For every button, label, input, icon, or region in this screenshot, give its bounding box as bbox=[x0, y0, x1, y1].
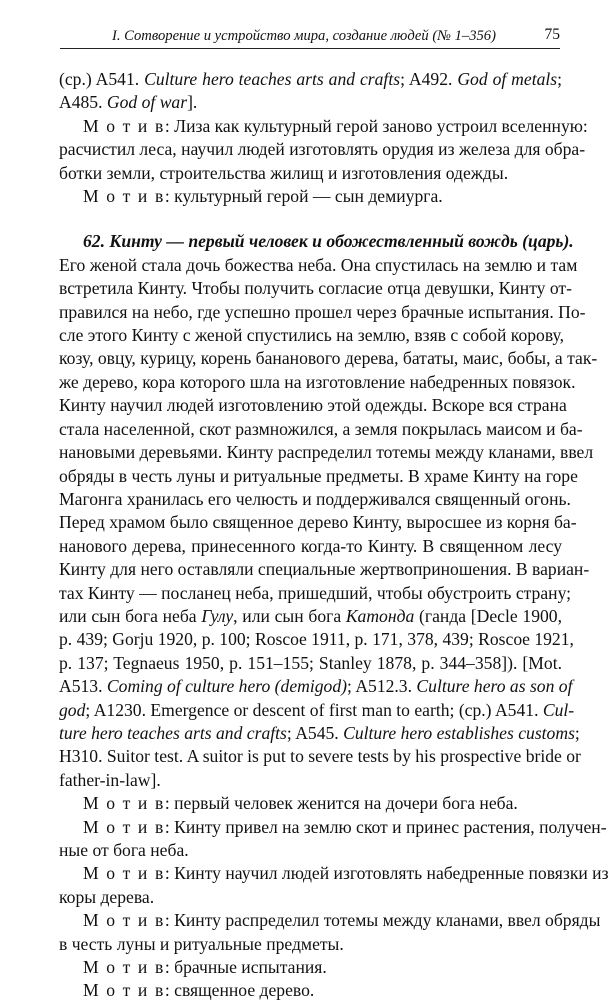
motif-label: М о т и в bbox=[83, 980, 165, 1001]
text-line: p. 137; Tegnaeus 1950, p. 151–155; Stanley 1878, p. 344–358]). [Mot. bbox=[59, 652, 562, 673]
entry-62 bbox=[59, 230, 598, 792]
text-line: A513. Coming of culture hero (demigod); A512.3. Culture hero as son of bbox=[59, 676, 573, 697]
text-line: встретила Кинту. Чтобы получить согласие отца девушки, Кинту от- bbox=[59, 278, 572, 299]
text-line: М о т и в: брачные испытания. bbox=[83, 957, 327, 978]
section-gap bbox=[59, 208, 562, 230]
text-line: М о т и в: Кинту привел на землю скот и принес растения, получен- bbox=[83, 816, 607, 837]
text-line: Его женой стала дочь божества неба. Она спустилась на землю и там bbox=[59, 254, 578, 275]
text-line: стала населенной, скот размножился, а земля покрылась маисом и ба- bbox=[59, 418, 583, 439]
text-line: H310. Suitor test. A suitor is put to severe tests by his prospective bride or bbox=[59, 746, 581, 767]
text-line: М о т и в: Лиза как культурный герой заново устроил вселенную: bbox=[83, 115, 588, 136]
text-line: в честь луны и ритуальные предметы. bbox=[59, 933, 344, 954]
text-line: Магонга хранилась его челюсть и поддерживался священный огонь. bbox=[59, 488, 571, 509]
text-line: М о т и в: культурный герой — сын демиурга. bbox=[83, 186, 443, 207]
text-line: козу, овцу, курицу, корень бананового дерева, бататы, маис, бобы, а так- bbox=[59, 348, 598, 369]
motif-paragraph bbox=[59, 185, 562, 208]
text-line: М о т и в: Кинту распределил тотемы между кланами, ввел обряды bbox=[83, 910, 601, 931]
motif-paragraph bbox=[59, 862, 609, 909]
motif-label: М о т и в bbox=[83, 793, 165, 814]
text-line: нанового дерева, принесенного когда-то Кинту. В священном лесу bbox=[59, 535, 562, 556]
motif-label: М о т и в bbox=[83, 863, 165, 884]
reference-continuation bbox=[59, 68, 562, 115]
motif-paragraph bbox=[59, 115, 588, 185]
text-line: коры дерева. bbox=[59, 886, 155, 907]
motif-paragraph bbox=[59, 909, 601, 956]
page-content bbox=[59, 68, 609, 1003]
text-line: правился на небо, где успешно прошел через брачные испытания. По- bbox=[59, 301, 586, 322]
text-line: Кинту для него оставляли специальные жертвоприношения. В вариан- bbox=[59, 559, 590, 580]
motif-paragraph bbox=[59, 792, 562, 815]
text-line: обряды в честь луны и ритуальные предметы. В храме Кинту на горе bbox=[59, 465, 578, 486]
text-line: М о т и в: священное дерево. bbox=[83, 980, 315, 1001]
motif-label: М о т и в bbox=[83, 816, 165, 837]
text-line: father-in-law]. bbox=[59, 769, 161, 790]
text-line: A485. God of war]. bbox=[59, 92, 198, 113]
text-line: ные от бога неба. bbox=[59, 840, 189, 860]
header-title: I. Сотворение и устройство мира, создание людей (№ 1–356) bbox=[112, 28, 496, 44]
text-line: или сын бога неба Гулу, или сын бога Катонда (ганда [Decle 1900, bbox=[59, 605, 562, 626]
text-line: (cp.) A541. Culture hero teaches arts and crafts; A492. God of metals; bbox=[59, 69, 563, 89]
motif-paragraph bbox=[59, 979, 562, 1002]
motif-paragraph bbox=[59, 816, 607, 863]
text-line: god; A1230. Emergence or descent of first man to earth; (cp.) A541. Cul- bbox=[59, 699, 575, 720]
motif-label: М о т и в bbox=[83, 957, 165, 978]
motif-label: М о т и в bbox=[83, 186, 165, 207]
text-line: М о т и в: Кинту научил людей изготовлять набедренные повязки из bbox=[83, 863, 609, 884]
text-line: сле этого Кинту с женой спустились на землю, взяв с собой корову, bbox=[59, 325, 564, 346]
text-line: расчистил леса, научил людей изготовлять орудия из железа для обра- bbox=[59, 139, 586, 160]
page-number: 75 bbox=[544, 26, 560, 43]
motif-label: М о т и в bbox=[83, 910, 165, 931]
text-line: ture hero teaches arts and crafts; A545. Culture hero establishes customs; bbox=[59, 722, 580, 743]
text-line: Перед храмом было священное дерево Кинту, выросшее из корня ба- bbox=[59, 512, 577, 533]
running-header bbox=[60, 22, 560, 49]
entry-heading: 62. Кинту — первый человек и обожествленный вождь (царь). bbox=[83, 231, 574, 252]
text-line: же дерево, кора которого шла на изготовление набедренных повязок. bbox=[59, 371, 576, 392]
text-line: тах Кинту — посланец неба, пришедший, чтобы обустроить страну; bbox=[59, 582, 572, 603]
text-line: ботки земли, строительства жилищ и изготовления одежды. bbox=[59, 162, 509, 183]
text-line: p. 439; Gorju 1920, p. 100; Roscoe 1911, p. 171, 378, 439; Roscoe 1921, bbox=[59, 629, 574, 650]
motif-paragraph bbox=[59, 956, 562, 979]
text-line: Кинту научил людей изготовлению этой одежды. Вскоре вся страна bbox=[59, 395, 567, 416]
text-line: М о т и в: первый человек женится на дочери бога неба. bbox=[83, 793, 518, 814]
motif-label: М о т и в bbox=[83, 115, 165, 136]
text-line: нановыми деревьями. Кинту распределил тотемы между кланами, ввел bbox=[59, 442, 594, 463]
